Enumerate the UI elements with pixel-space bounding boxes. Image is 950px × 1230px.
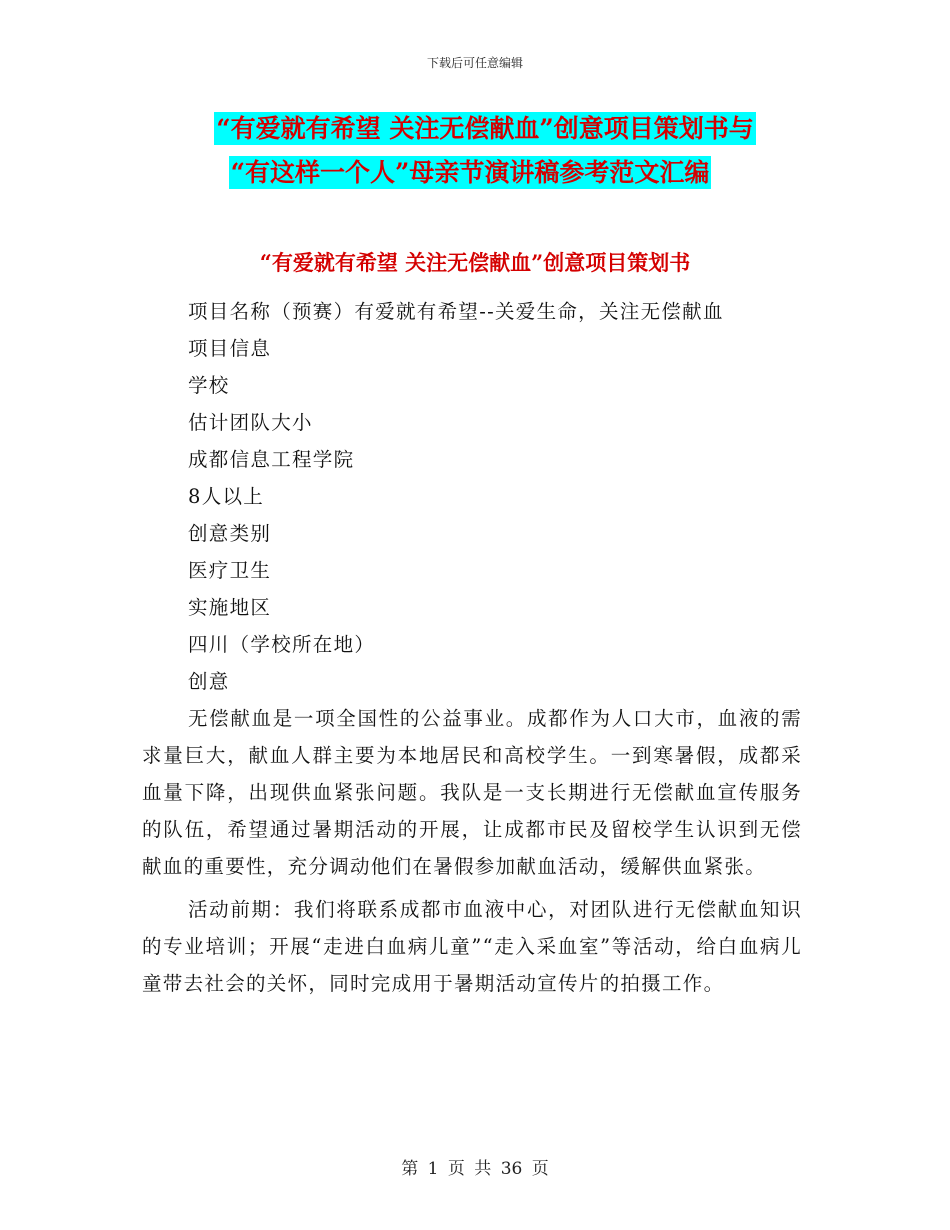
region-label: 实施地区 — [188, 596, 272, 619]
idea-label: 创意 — [188, 670, 230, 693]
paragraph-early-stage: 活动前期：我们将联系成都市血液中心，对团队进行无偿献血知识的专业培训；开展“走进白血病儿童”“走入采血室”等活动，给白血病儿童带去社会的关怀，同时完成用于暑期活动宣传片的拍摄工作。 — [142, 898, 802, 995]
school-label: 学校 — [188, 374, 230, 397]
document-body — [142, 293, 802, 1008]
region-value: 四川（学校所在地） — [188, 633, 376, 656]
team-size-value: 8人以上 — [188, 485, 265, 508]
category-label: 创意类别 — [188, 522, 272, 545]
project-info-label: 项目信息 — [188, 337, 272, 360]
document-title-line-1 — [0, 112, 950, 146]
page-footer: 第 1 页 共 36 页 — [401, 1159, 549, 1179]
title-line-1-text: “有爱就有希望 关注无偿献血”创意项目策划书与 — [216, 114, 754, 143]
section-title: “有爱就有希望 关注无偿献血”创意项目策划书 — [259, 250, 691, 275]
project-name-line: 项目名称（预赛）有爱就有希望--关爱生命，关注无偿献血 — [188, 300, 724, 323]
header-note: 下载后可任意编辑 — [426, 56, 523, 70]
document-title-line-2 — [0, 156, 945, 190]
title-line-2-text: “有这样一个人”母亲节演讲稿参考范文汇编 — [230, 158, 710, 187]
team-size-label: 估计团队大小 — [188, 411, 313, 434]
category-value: 医疗卫生 — [188, 559, 272, 582]
paragraph-intro: 无偿献血是一项全国性的公益事业。成都作为人口大市，血液的需求量巨大，献血人群主要为本地居民和高校学生。一到寒暑假，成都采血量下降，出现供血紧张问题。我队是一支长期进行无偿献血宣传服务的队伍，希望通过暑期活动的开展，让成都市民及留校学生认识到无偿献血的重要性，充分调动他们在暑假参加献血活动，缓解供血紧张。 — [142, 707, 802, 878]
school-value: 成都信息工程学院 — [188, 448, 355, 471]
